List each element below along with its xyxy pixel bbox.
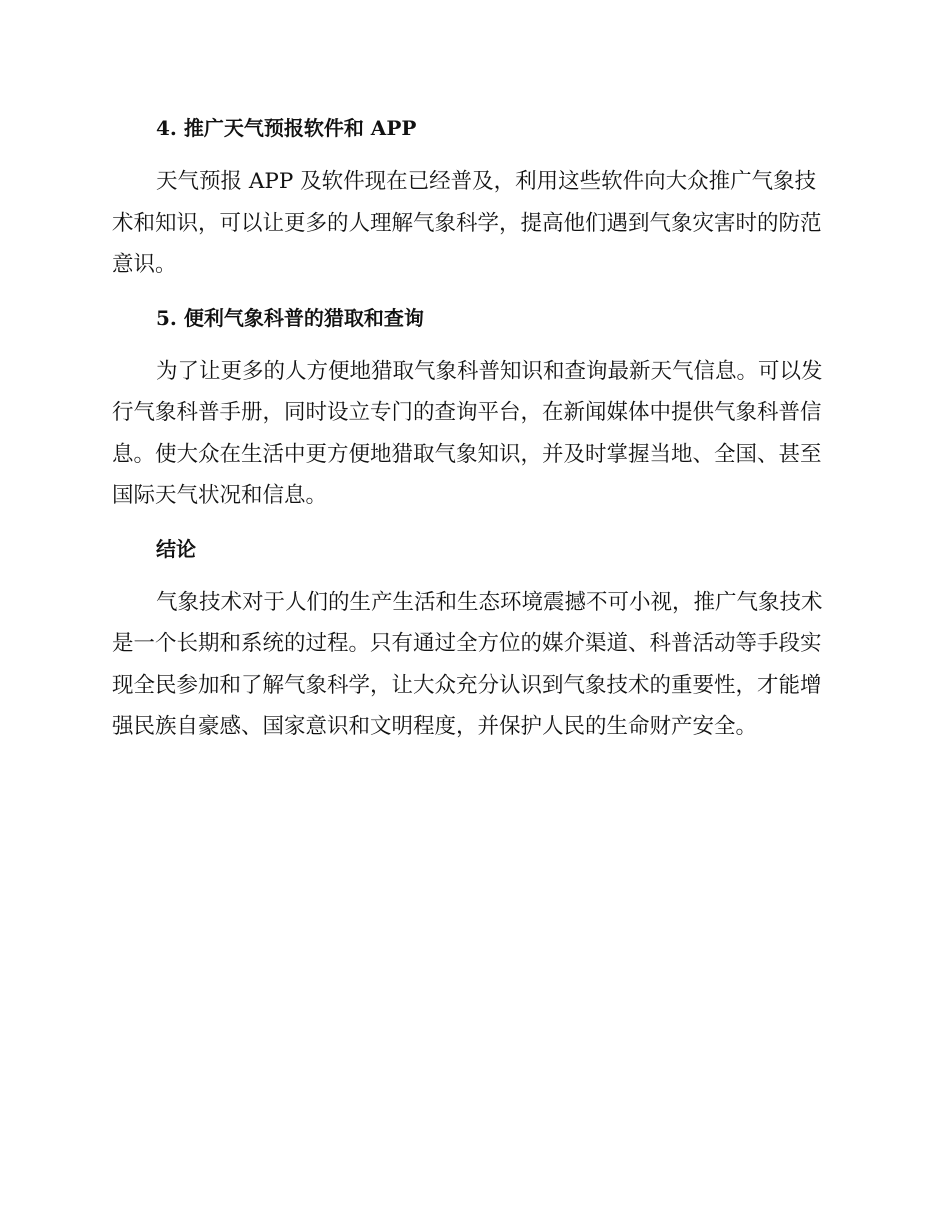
section-heading-conclusion: 结论 (156, 536, 196, 561)
section-paragraph-app: 天气预报 APP 及软件现在已经普及，利用这些软件向大众推广气象技术和知识，可以让更多的人理解气象科学，提高他们遇到气象灾害时的防范意识。 (112, 169, 822, 277)
document-body (112, 108, 832, 748)
section-heading-app: 4. 推广天气预报软件和 APP (156, 116, 417, 140)
section-heading-query: 5. 便利气象科普的猎取和查询 (156, 305, 424, 330)
section-paragraph-query: 为了让更多的人方便地猎取气象科普知识和查询最新天气信息。可以发行气象科普手册，同时设立专门的查询平台，在新闻媒体中提供气象科普信息。使大众在生活中更方便地猎取气象知识，并及时掌握当地、全国、甚至国际天气状况和信息。 (112, 358, 823, 508)
section-paragraph-conclusion: 气象技术对于人们的生产生活和生态环境震撼不可小视，推广气象技术是一个长期和系统的过程。只有通过全方位的媒介渠道、科普活动等手段实现全民参加和了解气象科学，让大众充分认识到气象技术的重要性，才能增强民族自豪感、国家意识和文明程度，并保护人民的生命财产安全。 (112, 589, 823, 739)
